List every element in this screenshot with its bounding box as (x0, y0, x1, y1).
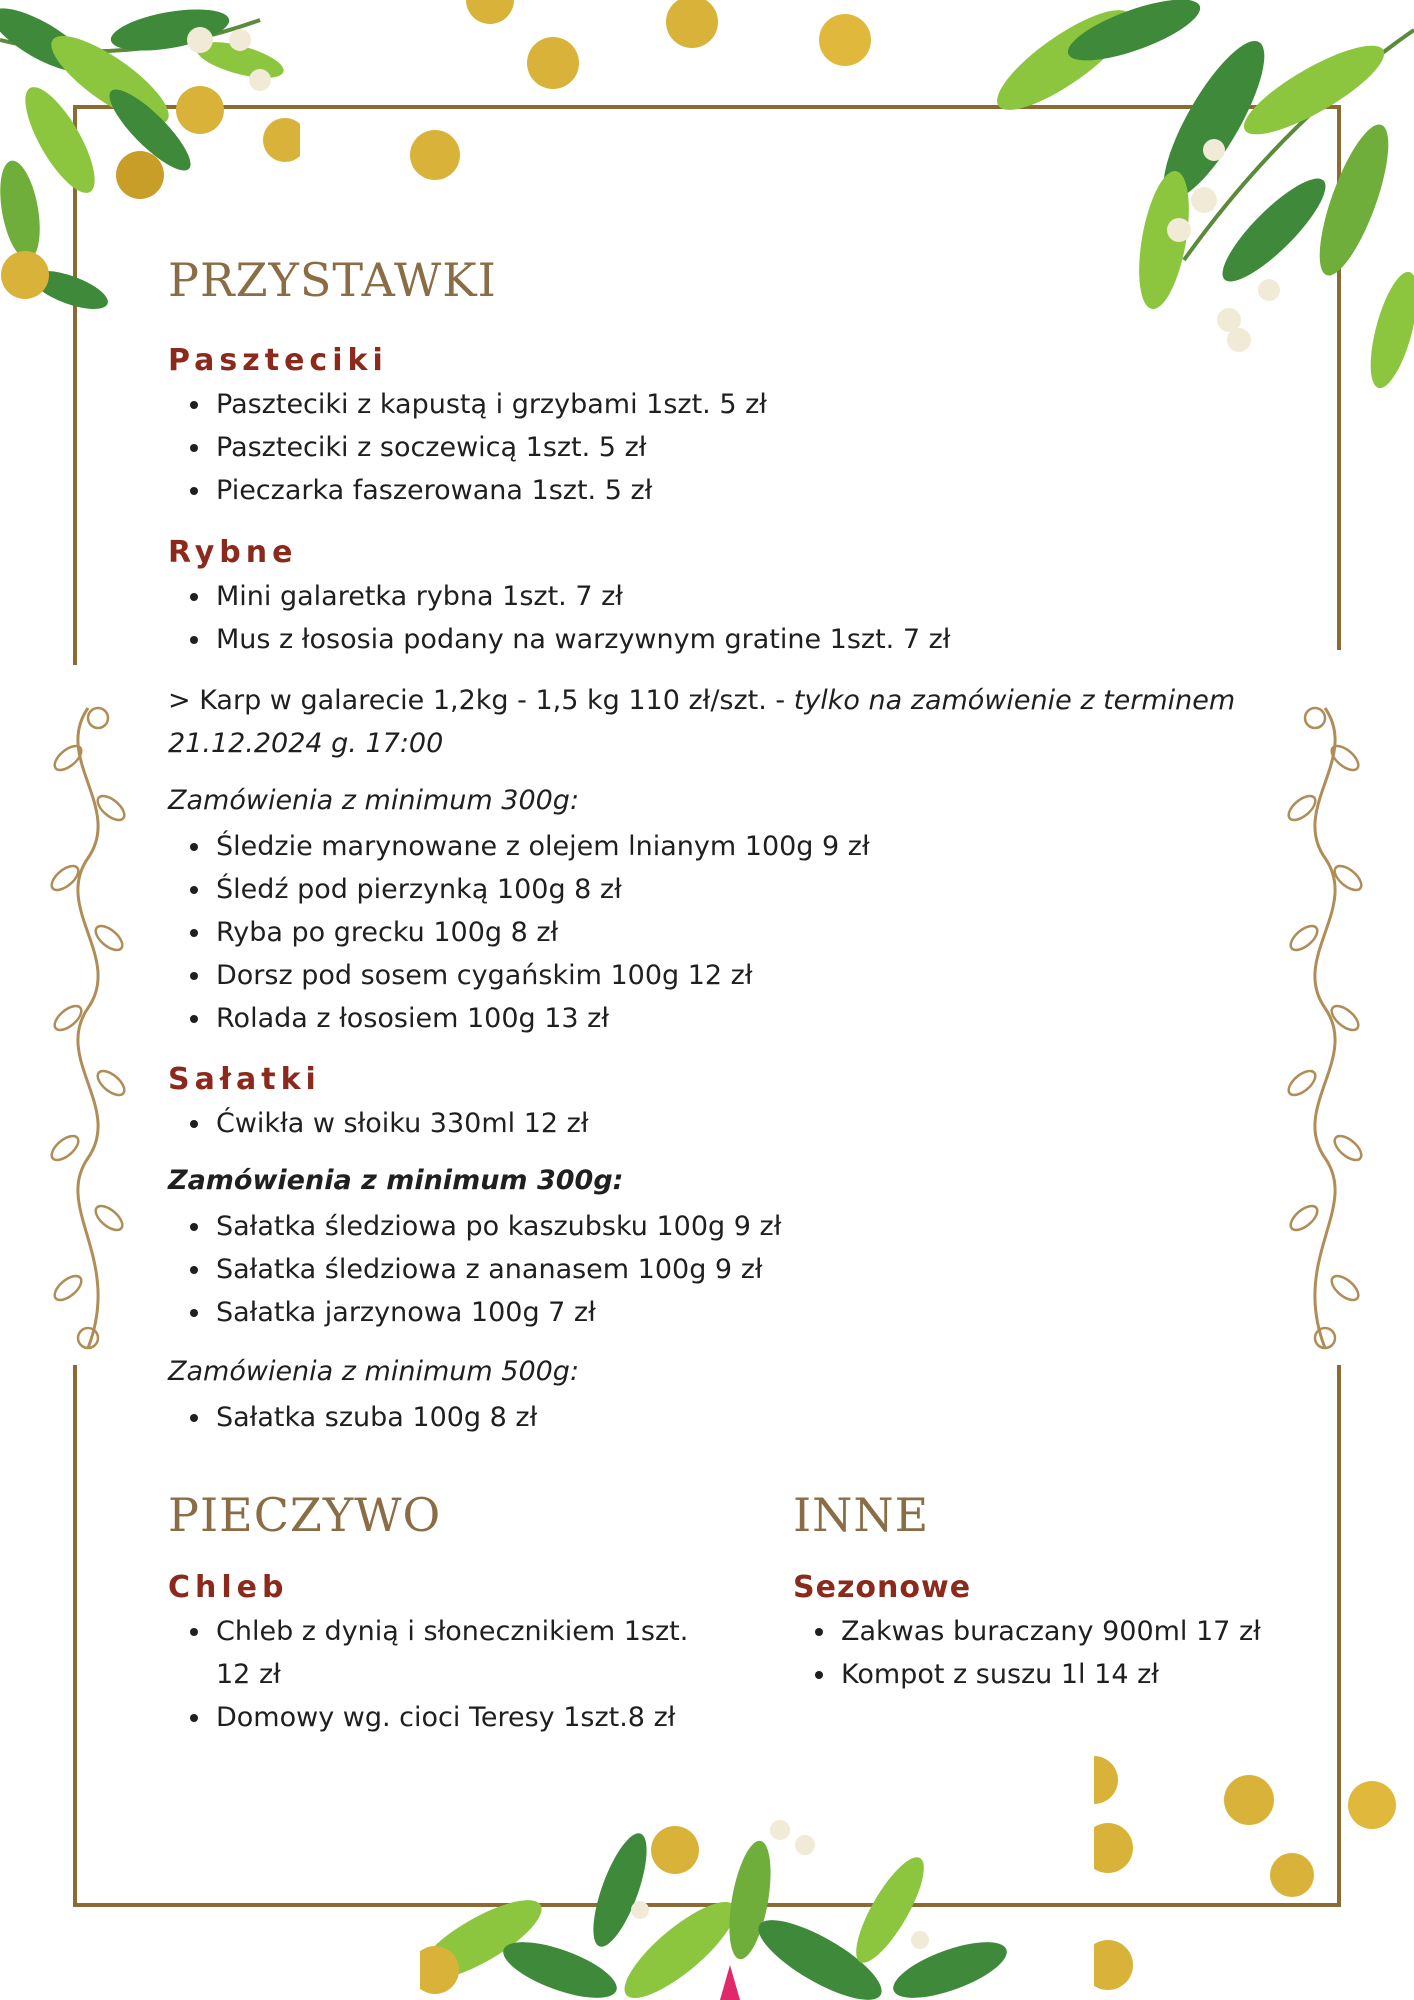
list-item: Pieczarka faszerowana 1szt. 5 zł (168, 469, 767, 512)
karp-note-italic: tylko na zamówienie z terminem 21.12.2024 g. 17:00 (168, 685, 1236, 759)
list-item: Śledzie marynowane z olejem lnianym 100g 9 zł (168, 825, 870, 868)
list-sezonowe (793, 1610, 1261, 1696)
section-title-inne: INNE (793, 1488, 930, 1542)
list-item: Mini galaretka rybna 1szt. 7 zł (168, 575, 950, 618)
list-item: Dorsz pod sosem cygańskim 100g 12 zł (168, 954, 870, 997)
mistletoe-bottom-icon (420, 1740, 1120, 2000)
list-item: Paszteciki z soczewicą 1szt. 5 zł (168, 426, 767, 469)
section-title-pieczywo: PIECZYWO (168, 1488, 442, 1542)
salatki-min300-label: Zamówienia z minimum 300g: (168, 1165, 624, 1196)
gold-confetti-bottom-right-icon (1094, 1700, 1414, 2000)
mistletoe-top-right-icon (984, 0, 1414, 430)
heading-chleb: Chleb (168, 1570, 289, 1605)
gold-vine-left-icon (43, 698, 133, 1358)
list-item: Sałatka szuba 100g 8 zł (168, 1396, 537, 1439)
heading-sezonowe: Sezonowe (793, 1570, 972, 1605)
gold-vine-right-icon (1280, 698, 1370, 1358)
list-item: Mus z łososia podany na warzywnym gratine 1szt. 7 zł (168, 618, 950, 661)
karp-note (168, 679, 1308, 765)
list-chleb (168, 1610, 708, 1739)
list-salatki (168, 1102, 589, 1145)
gold-confetti-top-icon (380, 0, 980, 200)
list-item: Śledź pod pierzynką 100g 8 zł (168, 868, 870, 911)
list-item: Paszteciki z kapustą i grzybami 1szt. 5 zł (168, 383, 767, 426)
list-item: Kompot z suszu 1l 14 zł (793, 1653, 1261, 1696)
list-paszteciki (168, 383, 767, 512)
karp-note-main: > Karp w galarecie 1,2kg - 1,5 kg 110 zł/szt. - (168, 685, 794, 716)
list-item: Domowy wg. cioci Teresy 1szt.8 zł (168, 1696, 708, 1739)
section-title-przystawki: PRZYSTAWKI (168, 253, 497, 307)
heading-salatki: Sałatki (168, 1062, 321, 1097)
list-salatki-min500 (168, 1396, 537, 1439)
list-item: Rolada z łososiem 100g 13 zł (168, 997, 870, 1040)
list-item: Ryba po grecku 100g 8 zł (168, 911, 870, 954)
list-rybne (168, 575, 950, 661)
list-item: Sałatka śledziowa z ananasem 100g 9 zł (168, 1248, 781, 1291)
min300-fish-label: Zamówienia z minimum 300g: (168, 785, 580, 816)
list-salatki-min300 (168, 1205, 781, 1334)
list-item: Chleb z dynią i słonecznikiem 1szt. 12 zł (168, 1610, 708, 1696)
list-item: Ćwikła w słoiku 330ml 12 zł (168, 1102, 589, 1145)
list-item: Sałatka śledziowa po kaszubsku 100g 9 zł (168, 1205, 781, 1248)
list-item: Zakwas buraczany 900ml 17 zł (793, 1610, 1261, 1653)
salatki-min500-label: Zamówienia z minimum 500g: (168, 1356, 580, 1387)
list-min300-fish (168, 825, 870, 1040)
heading-paszteciki: Paszteciki (168, 343, 388, 378)
list-item: Sałatka jarzynowa 100g 7 zł (168, 1291, 781, 1334)
heading-rybne: Rybne (168, 535, 298, 570)
